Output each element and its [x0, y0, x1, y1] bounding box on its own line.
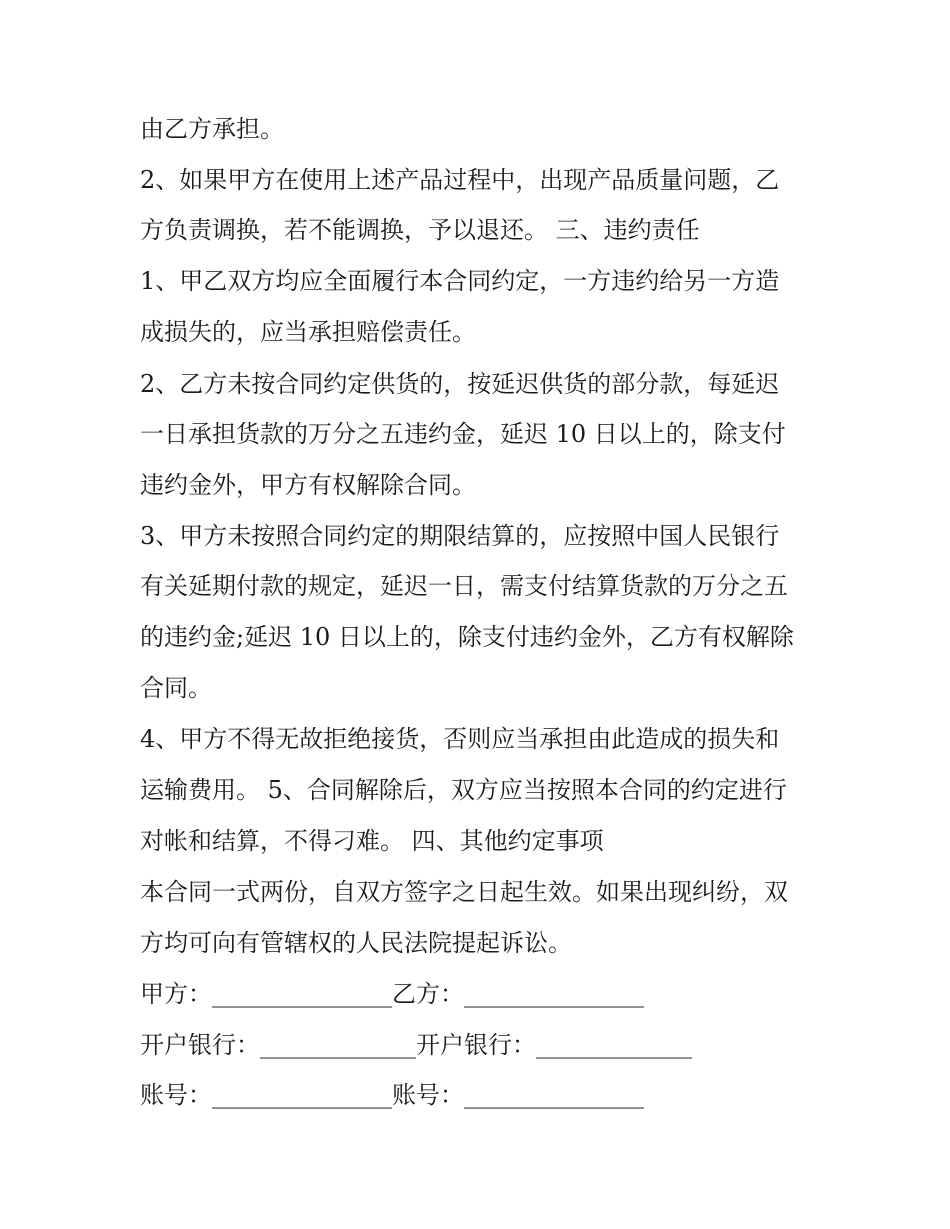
text-line: 方负责调换，若不能调换，予以退还。 三、违约责任 [140, 216, 700, 244]
signature-line-account: 账号：_______________账号：_______________ [140, 1081, 644, 1109]
text-line: 2、如果甲方在使用上述产品过程中，出现产品质量问题，乙 [140, 166, 780, 194]
text-line: 4、甲方不得无故拒绝接货，否则应当承担由此造成的损失和 [140, 725, 780, 753]
text-line: 3、甲方未按照合同约定的期限结算的，应按照中国人民银行 [140, 522, 780, 550]
text-line: 2、乙方未按合同约定供货的，按延迟供货的部分款，每延迟 [140, 370, 780, 398]
text-line: 有关延期付款的规定，延迟一日，需支付结算货款的万分之五 [140, 572, 788, 600]
text-line: 对帐和结算，不得刁难。 四、其他约定事项 [140, 827, 604, 855]
text-line: 本合同一式两份，自双方签字之日起生效。如果出现纠纷，双 [140, 878, 788, 906]
text-line: 运输费用。 5、合同解除后，双方应当按照本合同的约定进行 [140, 776, 787, 804]
text-line: 违约金外，甲方有权解除合同。 [140, 471, 476, 499]
text-line: 的违约金;延迟 10 日以上的，除支付违约金外，乙方有权解除 [140, 623, 794, 651]
text-line: 方均可向有管辖权的人民法院提起诉讼。 [140, 929, 572, 957]
signature-line-parties: 甲方：_______________乙方：_______________ [140, 980, 644, 1008]
signature-line-bank: 开户银行：_____________开户银行：_____________ [140, 1031, 692, 1059]
text-line: 由乙方承担。 [140, 115, 284, 143]
text-line: 一日承担货款的万分之五违约金，延迟 10 日以上的，除支付 [140, 420, 786, 448]
text-line: 成损失的，应当承担赔偿责任。 [140, 318, 476, 346]
text-line: 1、甲乙双方均应全面履行本合同约定，一方违约给另一方造 [140, 267, 780, 295]
text-line: 合同。 [140, 674, 212, 702]
